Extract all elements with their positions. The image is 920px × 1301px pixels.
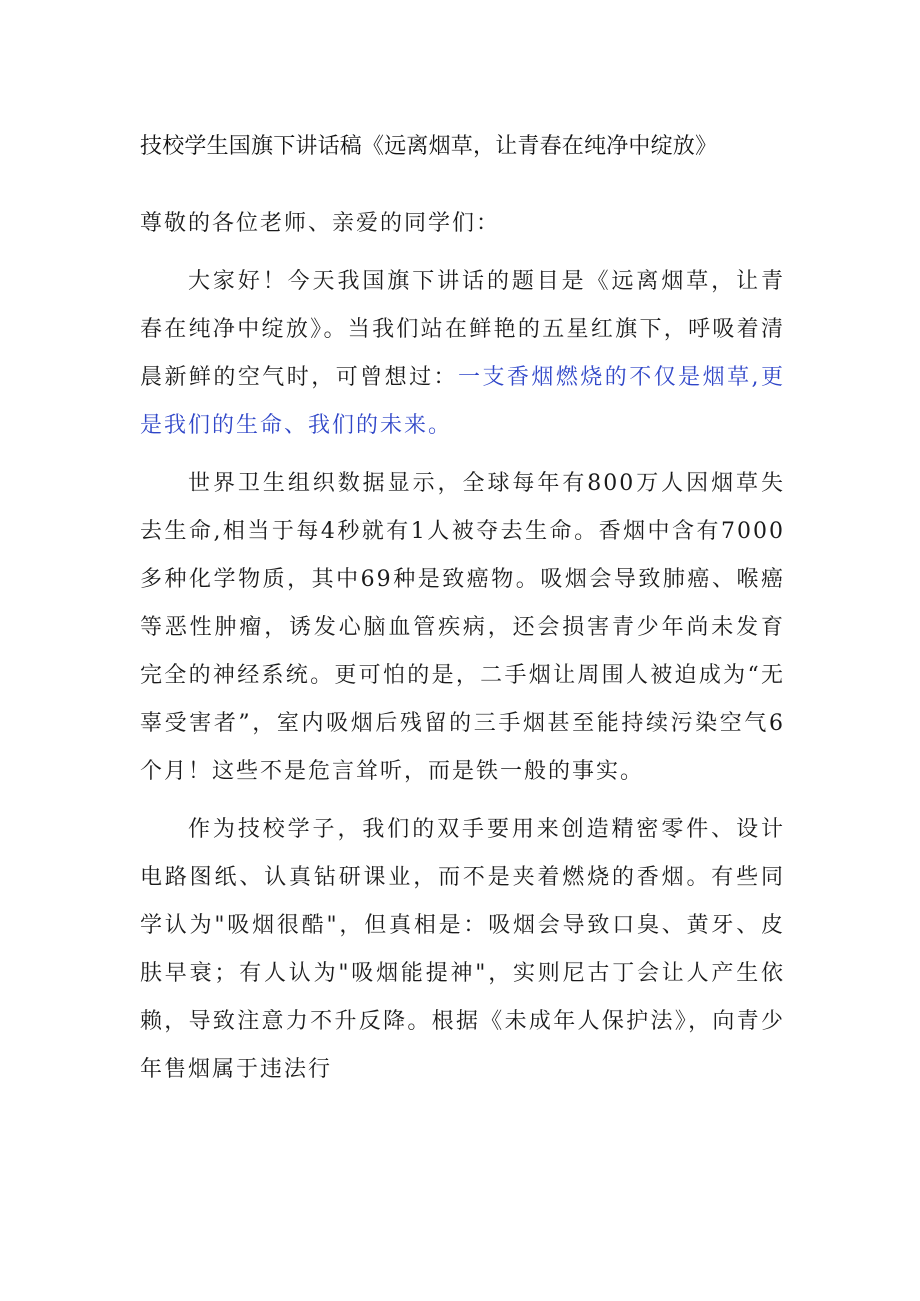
- paragraph-students-text: 作为技校学子，我们的双手要用来创造精密零件、设计电路图纸、认真钻研课业，而不是夹着燃烧的香烟。有些同学认为"吸烟很酷"，但真相是：吸烟会导致口臭、黄牙、皮肤早衰；有人认为"吸烟能提神"，实则尼古丁会让人产生依赖，导致注意力不升反降。根据《未成年人保护法》，向青少年售烟属于违法行: [140, 817, 785, 1082]
- paragraph-students: [140, 806, 785, 1094]
- paragraph-statistics: [140, 460, 785, 796]
- speech-body: [140, 200, 785, 1104]
- highlighted-sentence: 一支香烟燃烧的不仅是烟草,更是我们的生命、我们的未来。: [140, 365, 785, 438]
- paragraph-opening-text: 大家好！今天我国旗下讲话的题目是《远离烟草，让青春在纯净中绽放》。当我们站在鲜艳的五星红旗下，呼吸着清晨新鲜的空气时，可曾想过：: [140, 269, 785, 390]
- salutation: 尊敬的各位老师、亲爱的同学们：: [140, 211, 501, 236]
- paragraph-statistics-text: 世界卫生组织数据显示，全球每年有800万人因烟草失去生命,相当于每4秒就有1人被夺去生命。香烟中含有7000多种化学物质，其中69种是致癌物。吸烟会导致肺癌、喉癌等恶性肿瘤，诱发心脑血管疾病，还会损害青少年尚未发育完全的神经系统。更可怕的是，二手烟让周围人被迫成为“无辜受害者”，室内吸烟后残留的三手烟甚至能持续污染空气6个月！这些不是危言耸听，而是铁一般的事实。: [140, 471, 785, 784]
- paragraph-opening: [140, 258, 785, 450]
- document-title: 技校学生国旗下讲话稿《远离烟草，让青春在纯净中绽放》: [140, 134, 718, 159]
